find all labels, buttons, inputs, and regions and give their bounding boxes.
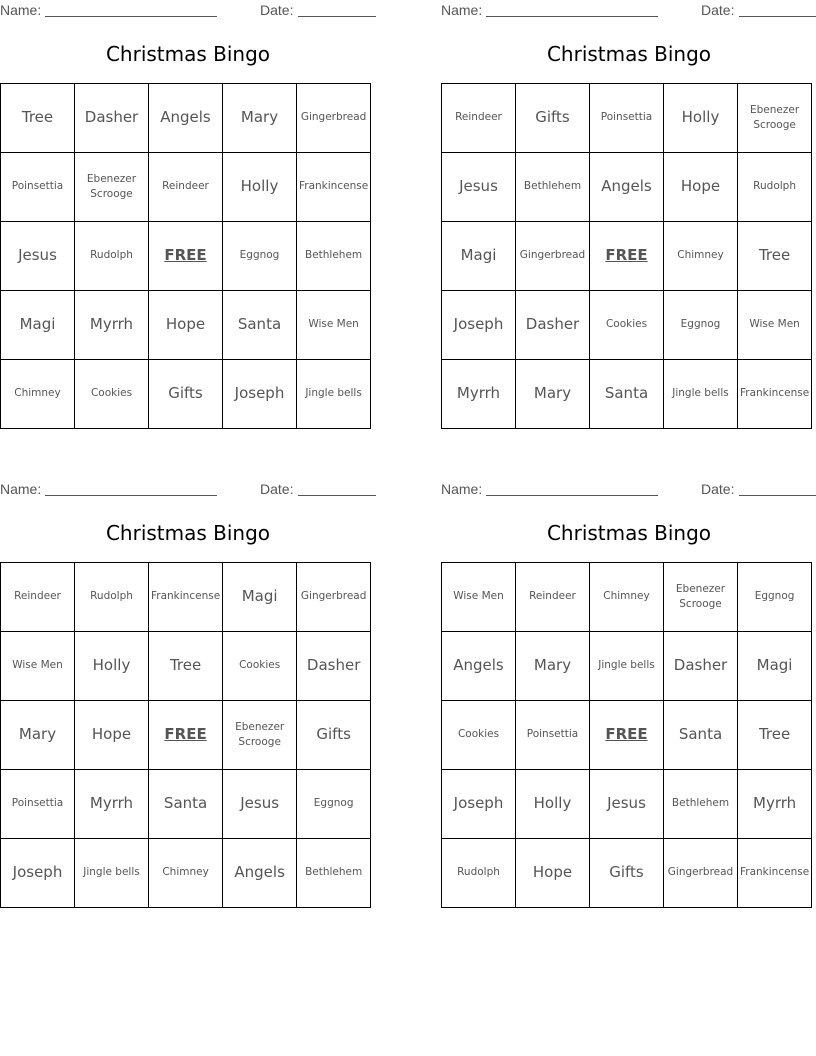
bingo-cell: Holly	[75, 632, 149, 701]
bingo-cell: Eggnog	[664, 291, 738, 360]
bingo-row	[1, 839, 371, 908]
bingo-cell: Myrrh	[75, 770, 149, 839]
card-title: Christmas Bingo	[105, 521, 271, 545]
bingo-cell: Frankincense	[149, 563, 223, 632]
bingo-cell: Dasher	[297, 632, 371, 701]
date-label: Date:	[701, 2, 735, 18]
card-title: Christmas Bingo	[105, 42, 271, 66]
bingo-cell: Joseph	[1, 839, 75, 908]
bingo-cell: Rudolph	[75, 222, 149, 291]
bingo-cell: Tree	[1, 84, 75, 153]
bingo-cell: Chimney	[590, 563, 664, 632]
card-header	[441, 0, 816, 22]
bingo-cell: Dasher	[664, 632, 738, 701]
bingo-cell: Wise Men	[738, 291, 812, 360]
bingo-row	[442, 291, 812, 360]
bingo-cell: Magi	[738, 632, 812, 701]
bingo-row	[442, 701, 812, 770]
bingo-cell: Magi	[442, 222, 516, 291]
bingo-row	[1, 770, 371, 839]
bingo-cell: Rudolph	[738, 153, 812, 222]
bingo-cell: Bethlehem	[297, 222, 371, 291]
free-space: FREE	[590, 222, 664, 291]
bingo-cell: Gifts	[149, 360, 223, 429]
bingo-cell: Gifts	[516, 84, 590, 153]
bingo-cell: Myrrh	[75, 291, 149, 360]
bingo-cell: Jingle bells	[297, 360, 371, 429]
bingo-cell: Poinsettia	[590, 84, 664, 153]
bingo-cell: Ebenezer Scrooge	[664, 563, 738, 632]
bingo-row	[442, 632, 812, 701]
bingo-row	[442, 84, 812, 153]
bingo-cell: Cookies	[223, 632, 297, 701]
bingo-cell: Frankincense	[738, 360, 812, 429]
bingo-row	[1, 701, 371, 770]
date-line	[298, 16, 376, 17]
bingo-cell: Cookies	[442, 701, 516, 770]
bingo-cell: Myrrh	[442, 360, 516, 429]
free-space: FREE	[149, 701, 223, 770]
bingo-cell: Wise Men	[442, 563, 516, 632]
bingo-grid	[0, 83, 371, 429]
bingo-cell: Hope	[149, 291, 223, 360]
bingo-cell: Wise Men	[1, 632, 75, 701]
card-header	[0, 0, 376, 22]
bingo-cell: Reindeer	[1, 563, 75, 632]
name-label: Name:	[0, 481, 42, 497]
card-title: Christmas Bingo	[546, 521, 712, 545]
bingo-row	[442, 839, 812, 908]
name-label: Name:	[441, 481, 483, 497]
date-label: Date:	[260, 2, 294, 18]
bingo-cell: Chimney	[1, 360, 75, 429]
bingo-row	[1, 360, 371, 429]
name-line	[486, 495, 658, 496]
bingo-cell: Gingerbread	[297, 563, 371, 632]
bingo-cell: Ebenezer Scrooge	[738, 84, 812, 153]
card-title: Christmas Bingo	[546, 42, 712, 66]
bingo-cell: Santa	[664, 701, 738, 770]
bingo-cell: Angels	[590, 153, 664, 222]
bingo-cell: Dasher	[516, 291, 590, 360]
bingo-cell: Chimney	[149, 839, 223, 908]
bingo-row	[1, 632, 371, 701]
bingo-cell: Jesus	[590, 770, 664, 839]
bingo-cell: Santa	[223, 291, 297, 360]
bingo-cell: Ebenezer Scrooge	[75, 153, 149, 222]
bingo-cell: Eggnog	[738, 563, 812, 632]
bingo-row	[442, 360, 812, 429]
bingo-row	[1, 84, 371, 153]
bingo-cell: Holly	[664, 84, 738, 153]
date-line	[298, 495, 376, 496]
bingo-cell: Holly	[516, 770, 590, 839]
bingo-cell: Bethlehem	[516, 153, 590, 222]
bingo-cell: Jesus	[442, 153, 516, 222]
bingo-cell: Frankincense	[297, 153, 371, 222]
bingo-cell: Gingerbread	[664, 839, 738, 908]
bingo-cell: Poinsettia	[1, 153, 75, 222]
bingo-cell: Myrrh	[738, 770, 812, 839]
date-label: Date:	[260, 481, 294, 497]
bingo-row	[1, 291, 371, 360]
date-line	[739, 16, 816, 17]
bingo-row	[1, 153, 371, 222]
bingo-grid	[441, 83, 812, 429]
bingo-cell: Hope	[516, 839, 590, 908]
bingo-cell: Hope	[75, 701, 149, 770]
bingo-cell: Santa	[149, 770, 223, 839]
name-label: Name:	[0, 2, 42, 18]
bingo-cell: Cookies	[590, 291, 664, 360]
bingo-cell: Gingerbread	[516, 222, 590, 291]
bingo-cell: Bethlehem	[664, 770, 738, 839]
bingo-cell: Holly	[223, 153, 297, 222]
bingo-cell: Magi	[1, 291, 75, 360]
free-space: FREE	[590, 701, 664, 770]
bingo-cell: Reindeer	[442, 84, 516, 153]
bingo-cell: Magi	[223, 563, 297, 632]
bingo-cell: Poinsettia	[516, 701, 590, 770]
name-line	[45, 16, 217, 17]
date-label: Date:	[701, 481, 735, 497]
bingo-cell: Joseph	[223, 360, 297, 429]
bingo-cell: Jingle bells	[75, 839, 149, 908]
bingo-cell: Mary	[516, 632, 590, 701]
card-header	[441, 479, 816, 501]
bingo-cell: Frankincense	[738, 839, 812, 908]
bingo-cell: Poinsettia	[1, 770, 75, 839]
bingo-cell: Gifts	[297, 701, 371, 770]
bingo-row	[1, 563, 371, 632]
free-space: FREE	[149, 222, 223, 291]
bingo-row	[442, 153, 812, 222]
bingo-cell: Wise Men	[297, 291, 371, 360]
bingo-cell: Ebenezer Scrooge	[223, 701, 297, 770]
bingo-cell: Mary	[516, 360, 590, 429]
bingo-row	[442, 563, 812, 632]
bingo-cell: Gingerbread	[297, 84, 371, 153]
bingo-cell: Tree	[738, 222, 812, 291]
bingo-cell: Tree	[149, 632, 223, 701]
name-line	[486, 16, 658, 17]
bingo-row	[442, 770, 812, 839]
bingo-cell: Mary	[223, 84, 297, 153]
bingo-cell: Reindeer	[516, 563, 590, 632]
bingo-cell: Jingle bells	[664, 360, 738, 429]
bingo-cell: Gifts	[590, 839, 664, 908]
card-header	[0, 479, 376, 501]
bingo-cell: Cookies	[75, 360, 149, 429]
bingo-cell: Eggnog	[223, 222, 297, 291]
bingo-cell: Jesus	[1, 222, 75, 291]
date-line	[739, 495, 816, 496]
bingo-grid	[441, 562, 812, 908]
bingo-cell: Angels	[149, 84, 223, 153]
bingo-cell: Jesus	[223, 770, 297, 839]
bingo-cell: Reindeer	[149, 153, 223, 222]
bingo-cell: Hope	[664, 153, 738, 222]
bingo-cell: Jingle bells	[590, 632, 664, 701]
name-label: Name:	[441, 2, 483, 18]
bingo-cell: Tree	[738, 701, 812, 770]
bingo-cell: Bethlehem	[297, 839, 371, 908]
bingo-cell: Rudolph	[75, 563, 149, 632]
bingo-cell: Joseph	[442, 770, 516, 839]
bingo-grid	[0, 562, 371, 908]
bingo-cell: Angels	[442, 632, 516, 701]
bingo-cell: Angels	[223, 839, 297, 908]
bingo-cell: Joseph	[442, 291, 516, 360]
bingo-row	[1, 222, 371, 291]
bingo-cell: Mary	[1, 701, 75, 770]
name-line	[45, 495, 217, 496]
bingo-cell: Chimney	[664, 222, 738, 291]
bingo-cell: Rudolph	[442, 839, 516, 908]
bingo-cell: Dasher	[75, 84, 149, 153]
bingo-row	[442, 222, 812, 291]
bingo-cell: Eggnog	[297, 770, 371, 839]
bingo-cell: Santa	[590, 360, 664, 429]
